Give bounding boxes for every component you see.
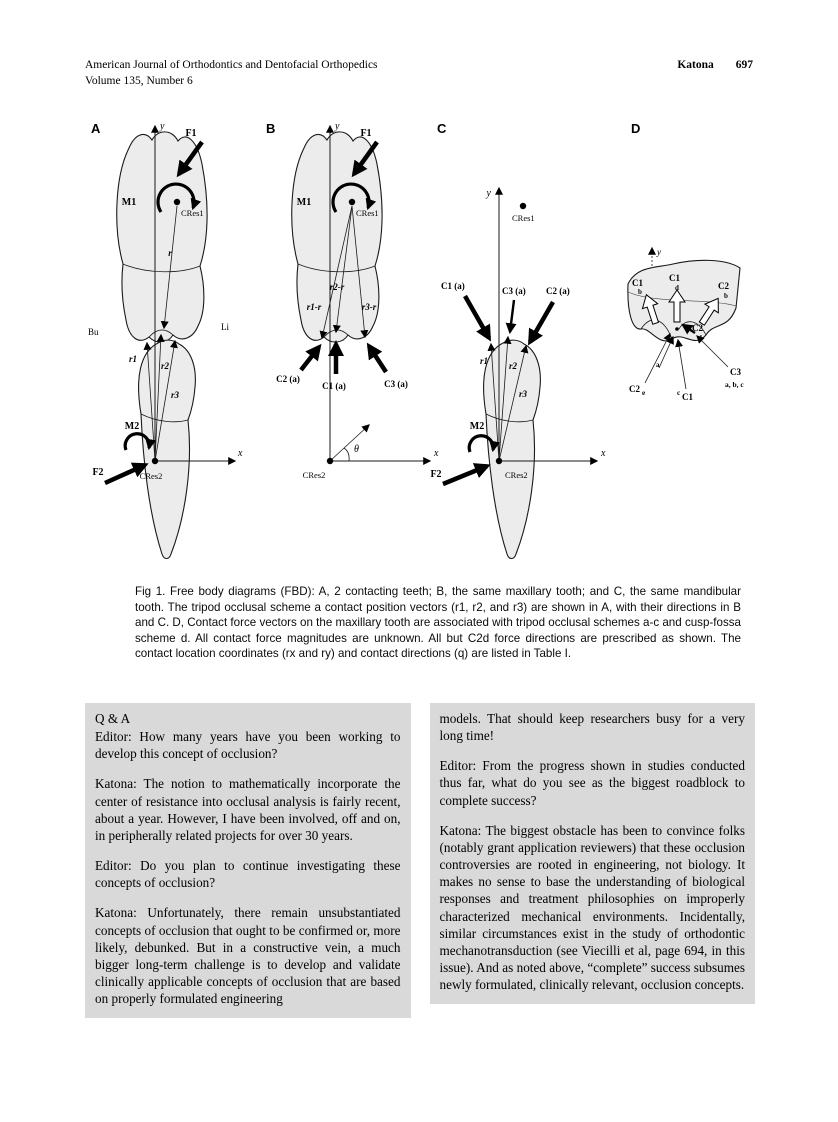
lingual-label-a: Li (221, 322, 229, 332)
fbd-panel-c (430, 121, 606, 559)
figure-caption: Fig 1. Free body diagrams (FBD): A, 2 contacting teeth; B, the same maxillary tooth; and C, the same mandibular tooth. The tripod occlusal scheme a contact position vectors (r1, r2, and r3) are shown in A, with their directions in B and C. D, Contact force vectors on the maxillary tooth are associated with tripod occlusal schemes a-c and cusp-fossa scheme d. All contact force magnitudes are unknown. All but C2d force directions are prescribed as shown. The contact location coordinates (rx and ry) and contact directions (q) are listed in Table I. (135, 585, 741, 661)
fbd-panel-a (88, 121, 243, 559)
m1-label-b: M1 (296, 197, 312, 208)
qa-paragraph: Editor: Do you plan to continue investigating these concepts of occlusion? (95, 858, 401, 891)
c2e-label-d: C2 (629, 384, 640, 394)
f2-label-c: F2 (430, 469, 442, 480)
r2-r-label-b: r2-r (329, 282, 345, 292)
qa-paragraph: Editor: From the progress shown in studies conducted thus far, what do you see as the biggest roadblock to complete success? (439, 758, 745, 808)
cres2-label-c: CRes2 (505, 470, 528, 480)
c3a-force-arrow-b (369, 346, 386, 372)
y-axis-label-d: y (657, 247, 661, 257)
cres2-label-b: CRes2 (302, 470, 326, 480)
cres1-point-a (174, 199, 180, 205)
f2-label-a: F2 (92, 467, 104, 478)
r3-label-c: r3 (518, 389, 528, 399)
c3a-force-arrow-c (510, 300, 514, 332)
panel-label-b: B (266, 121, 276, 136)
y-axis-label-b: y (335, 121, 340, 132)
r1-label-c: r1 (479, 356, 489, 366)
c1a-label-b: C1 (a) (322, 381, 346, 391)
panel-label-c: C (437, 121, 447, 136)
qa-paragraph: Katona: Unfortunately, there remain unsubstantiated concepts of occlusion that ought to be confirmed or, more likely, debunked. But in a constructive vein, a much bigger long-term challenge is to develop and validate clinically applicable concepts of occlusion that are based on properly formulated engineering (95, 905, 401, 1007)
qa-right-column (430, 703, 756, 1004)
author-name: Katona (677, 59, 714, 71)
c3a-label-b: C3 (a) (384, 379, 408, 389)
c2a-label-b: C2 (a) (276, 374, 300, 384)
m2-label-c: M2 (469, 421, 485, 432)
cres1-label-c: CRes1 (512, 213, 535, 223)
qa-paragraph: Katona: The notion to mathematically incorporate the center of resistance into occlusal analysis is fairly recent, about a year. However, I have been involved, off and on, in peripherally related projects for over 30 years. (95, 776, 401, 843)
c2a-force-arrow-c (530, 302, 553, 342)
x-axis-label-a: x (238, 448, 243, 459)
r2-label-a: r2 (160, 361, 170, 371)
m1-label-a: M1 (121, 197, 137, 208)
theta-arc-b (344, 448, 349, 461)
m2-label-a: M2 (124, 421, 140, 432)
c1a-force-arrow-c (465, 296, 489, 338)
c2a-force-arrow-b (301, 347, 319, 370)
fbd-diagram (85, 116, 747, 576)
a-sub-d: a (656, 361, 660, 369)
f1-label-a: F1 (185, 128, 197, 139)
c1b-label-d: C1 (632, 278, 643, 288)
running-head-left (85, 57, 378, 89)
c2b-label-d: C2 (718, 281, 729, 291)
c1b-sub-d: b (638, 288, 642, 296)
cres1-label-b: CRes1 (356, 208, 379, 218)
cres1-label-a: CRes1 (181, 208, 204, 218)
maxillary-tooth-a (117, 132, 207, 342)
panel-label-a: A (91, 121, 101, 136)
qa-title: Q & A (95, 711, 131, 726)
r3-r-label-b: r3-r (361, 302, 377, 312)
fbd-panel-d (628, 121, 745, 402)
c2b-sub-d: b (724, 292, 728, 300)
journal-issue: Volume 135, Number 6 (85, 75, 193, 88)
cres2-label-a: CRes2 (139, 471, 163, 481)
running-head (85, 57, 753, 89)
theta-label-b: θ (354, 444, 359, 455)
figure-1 (85, 116, 747, 662)
c1c-sub-d: c (677, 389, 681, 397)
fbd-panel-b (266, 121, 442, 480)
qa-paragraph: models. That should keep researchers busy for a very long time! (439, 711, 745, 744)
c3-label-d: C3 (730, 367, 741, 377)
contact-point-d (675, 327, 679, 331)
journal-title: American Journal of Orthodontics and Dentofacial Orthopedics (85, 59, 378, 71)
running-head-right (677, 57, 753, 73)
c3a-label-c: C3 (a) (502, 286, 526, 296)
c1c-force-arrow-d (678, 340, 686, 389)
x-axis-label-c: x (601, 448, 606, 459)
c1a-label-c: C1 (a) (441, 281, 465, 291)
c1d-label-d: C1 (669, 273, 680, 283)
c3-sub-d: a, b, c (725, 380, 744, 389)
f1-label-b: F1 (360, 128, 372, 139)
qa-paragraph: Katona: The biggest obstacle has been to convince folks (notably grant application reviewers) that these occlusion controversies are rooted in engineering, not biology. It makes no sense to base the understanding of biological responses and treatment philosophies on improperly characterized mechanical environments. Incidentally, similar circumstances exist in the study of orthodontic mechanotransduction (see Viecilli et al, page 694, in this issue). And as noted above, “complete” success subsumes newly formulated, clinically relevant, occlusion concepts. (439, 822, 745, 993)
mandibular-tooth-a (139, 340, 196, 558)
c1c-label-d: C1 (682, 392, 693, 402)
y-axis-label-c: y (486, 188, 491, 199)
r1-label-a: r1 (128, 354, 138, 364)
qa-section (85, 703, 755, 1018)
cres2-point-b (327, 458, 333, 464)
panel-label-d: D (631, 121, 641, 136)
c1d-sub-d: d (675, 284, 679, 292)
c2d-label-d: C2 (692, 323, 703, 333)
qa-left-column (85, 703, 411, 1018)
c2a-label-c: C2 (a) (546, 286, 570, 296)
r-label-a: r (168, 248, 172, 258)
buccal-label-a: Bu (88, 327, 99, 337)
theta-ray-b (330, 425, 369, 461)
x-axis-label-b: x (434, 448, 439, 459)
y-axis-label-a: y (160, 121, 165, 132)
c2e-sub-d: e (642, 389, 646, 397)
c2d-sub-d: d (698, 334, 702, 342)
f2-force-arrow-c (443, 466, 487, 484)
cres2-point-a (152, 458, 158, 464)
cres2-point-c (496, 458, 502, 464)
page-number: 697 (735, 59, 753, 71)
c2e-force-arrow-d (645, 334, 670, 383)
r1-r-label-b: r1-r (306, 302, 322, 312)
cres1-point-b (349, 199, 355, 205)
cres1-point-c (520, 203, 526, 209)
r3-label-a: r3 (170, 390, 180, 400)
qa-paragraph: Editor: How many years have you been working to develop this concept of occlusion? (95, 729, 401, 762)
r2-label-c: r2 (508, 361, 518, 371)
